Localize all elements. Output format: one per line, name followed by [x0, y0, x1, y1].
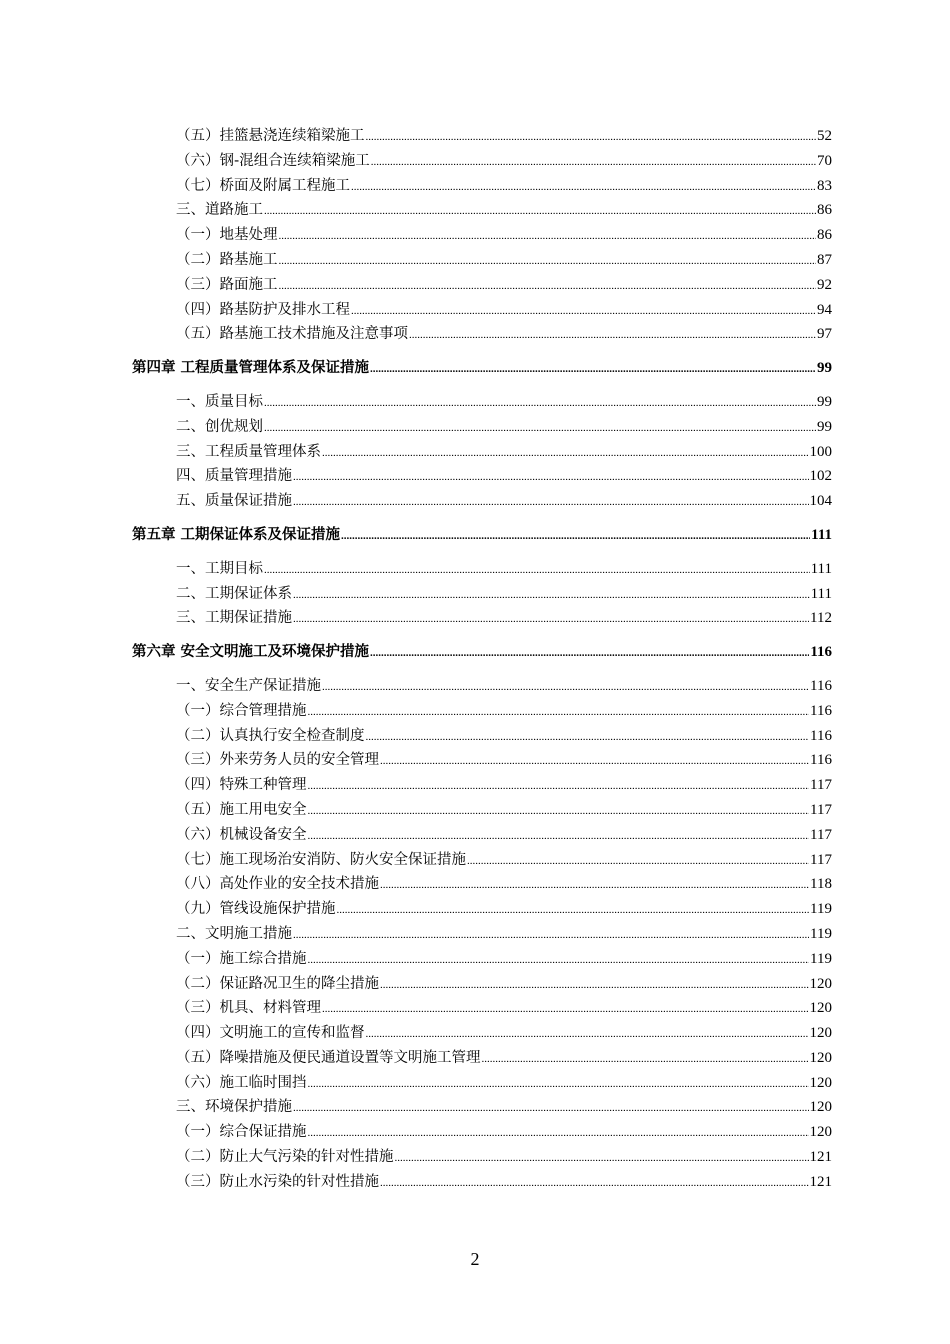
- toc-entry-page: 120: [809, 1025, 832, 1042]
- toc-entry[interactable]: [132, 823, 832, 848]
- toc-entry-title: 三、工程质量管理体系: [176, 443, 321, 460]
- dot-leader: [322, 675, 809, 700]
- toc-entry[interactable]: [132, 174, 832, 199]
- toc-entry-page: 52: [817, 128, 832, 144]
- toc-entry[interactable]: [132, 322, 832, 347]
- table-of-contents: [132, 124, 832, 1195]
- toc-entry[interactable]: [132, 922, 832, 947]
- toc-entry-title: （三）路面施工: [176, 276, 278, 293]
- dot-leader: [279, 274, 817, 299]
- toc-entry[interactable]: [132, 557, 832, 582]
- dot-leader: [293, 1096, 809, 1121]
- toc-entry-page: 116: [810, 702, 832, 719]
- toc-entry[interactable]: [132, 149, 832, 174]
- toc-entry-page: 118: [810, 876, 832, 893]
- toc-entry-title: （五）降噪措施及便民通道设置等文明施工管理: [176, 1049, 481, 1066]
- toc-entry-page: 86: [817, 202, 832, 219]
- dot-leader: [366, 725, 810, 750]
- toc-entry-page: 87: [817, 251, 832, 268]
- toc-entry-page: 119: [810, 950, 832, 967]
- toc-entry-page: 70: [817, 152, 832, 169]
- toc-entry-title: 第六章 安全文明施工及环境保护措施: [132, 644, 370, 661]
- dot-leader: [366, 1022, 809, 1047]
- toc-entry-page: 116: [810, 677, 832, 694]
- dot-leader: [264, 558, 810, 583]
- toc-entry-title: （二）保证路况卫生的降尘措施: [176, 975, 379, 992]
- dot-leader: [293, 923, 809, 948]
- toc-entry-title: （一）综合管理措施: [176, 702, 307, 719]
- toc-entry[interactable]: [132, 798, 832, 823]
- toc-entry[interactable]: [132, 1170, 832, 1195]
- toc-entry-page: 117: [810, 851, 832, 868]
- toc-entry-title: 一、安全生产保证措施: [176, 677, 321, 694]
- toc-entry[interactable]: [132, 606, 832, 631]
- toc-entry-page: 120: [809, 1074, 832, 1091]
- toc-entry-title: 二、工期保证体系: [176, 585, 292, 602]
- dot-leader: [409, 323, 816, 348]
- toc-entry-title: （三）外来劳务人员的安全管理: [176, 752, 379, 769]
- toc-entry-page: 111: [810, 560, 832, 577]
- toc-entry-title: （六）机械设备安全: [176, 826, 307, 843]
- toc-entry-title: 一、质量目标: [176, 393, 263, 410]
- toc-entry-page: 100: [809, 443, 832, 460]
- toc-entry[interactable]: [132, 699, 832, 724]
- toc-entry-title: （三）防止水污染的针对性措施: [176, 1173, 379, 1190]
- toc-entry-page: 112: [810, 610, 832, 627]
- dot-leader: [279, 224, 817, 249]
- toc-entry-title: 三、环境保护措施: [176, 1099, 292, 1116]
- toc-chapter-entry[interactable]: [132, 640, 832, 665]
- dot-leader: [351, 299, 816, 324]
- toc-entry[interactable]: [132, 1021, 832, 1046]
- toc-entry[interactable]: [132, 248, 832, 273]
- toc-entry-title: （四）特殊工种管理: [176, 777, 307, 794]
- toc-entry[interactable]: [132, 748, 832, 773]
- toc-entry-title: 第五章 工期保证体系及保证措施: [132, 526, 341, 543]
- dot-leader: [482, 1047, 809, 1072]
- page-number: 2: [470, 1249, 480, 1269]
- toc-chapter-entry[interactable]: [132, 523, 832, 548]
- dot-leader: [308, 774, 810, 799]
- toc-entry[interactable]: [132, 1120, 832, 1145]
- toc-entry-title: （六）施工临时围挡: [176, 1074, 307, 1091]
- dot-leader: [371, 150, 816, 175]
- toc-entry-title: 第四章 工程质量管理体系及保证措施: [132, 360, 370, 377]
- toc-entry[interactable]: [132, 582, 832, 607]
- toc-entry-title: 二、创优规划: [176, 418, 263, 435]
- toc-entry-page: 97: [817, 326, 832, 343]
- dot-leader: [370, 357, 816, 382]
- dot-leader: [308, 700, 810, 725]
- toc-entry[interactable]: [132, 464, 832, 489]
- toc-entry[interactable]: [132, 390, 832, 415]
- toc-entry-page: 111: [811, 526, 832, 543]
- toc-entry[interactable]: [132, 298, 832, 323]
- toc-entry[interactable]: [132, 947, 832, 972]
- dot-leader: [293, 465, 809, 490]
- toc-entry-title: 一、工期目标: [176, 560, 263, 577]
- toc-entry-title: （四）文明施工的宣传和监督: [176, 1025, 365, 1042]
- toc-entry-title: （二）认真执行安全检查制度: [176, 727, 365, 744]
- toc-entry-title: （八）高处作业的安全技术措施: [176, 876, 379, 893]
- dot-leader: [308, 1072, 809, 1097]
- toc-entry[interactable]: [132, 674, 832, 699]
- dot-leader: [380, 749, 809, 774]
- toc-entry[interactable]: [132, 415, 832, 440]
- toc-entry[interactable]: [132, 848, 832, 873]
- toc-entry-page: 104: [809, 493, 832, 510]
- toc-entry-title: 三、工期保证措施: [176, 610, 292, 627]
- toc-entry-page: 99: [817, 360, 832, 377]
- toc-entry-page: 94: [817, 301, 832, 318]
- toc-chapter-entry[interactable]: [132, 356, 832, 381]
- toc-entry-title: （六）钢-混组合连续箱梁施工: [176, 152, 370, 169]
- dot-leader: [337, 898, 810, 923]
- toc-entry-page: 119: [810, 925, 832, 942]
- toc-entry-page: 117: [810, 777, 832, 794]
- dot-leader: [308, 799, 810, 824]
- toc-entry-page: 116: [810, 752, 832, 769]
- toc-entry-title: 二、文明施工措施: [176, 925, 292, 942]
- dot-leader: [279, 249, 817, 274]
- toc-entry-title: （一）地基处理: [176, 227, 278, 244]
- dot-leader: [341, 524, 810, 549]
- toc-entry-page: 116: [810, 644, 832, 661]
- toc-entry-title: （四）路基防护及排水工程: [176, 301, 350, 318]
- dot-leader: [308, 824, 810, 849]
- toc-entry[interactable]: [132, 198, 832, 223]
- toc-entry[interactable]: [132, 489, 832, 514]
- dot-leader: [366, 125, 817, 150]
- toc-entry[interactable]: [132, 872, 832, 897]
- toc-entry-page: 117: [810, 801, 832, 818]
- toc-entry-page: 102: [809, 468, 832, 485]
- toc-entry[interactable]: [132, 773, 832, 798]
- dot-leader: [351, 175, 816, 200]
- toc-entry-title: （二）路基施工: [176, 251, 278, 268]
- toc-entry-page: 120: [809, 975, 832, 992]
- dot-leader: [380, 973, 809, 998]
- toc-entry-title: （五）挂篮悬浇连续箱梁施工: [176, 128, 365, 144]
- toc-entry-title: （七）施工现场治安消防、防火安全保证措施: [176, 851, 466, 868]
- toc-entry[interactable]: [132, 223, 832, 248]
- dot-leader: [380, 1171, 809, 1196]
- toc-entry[interactable]: [132, 897, 832, 922]
- toc-entry-title: （五）路基施工技术措施及注意事项: [176, 326, 408, 343]
- toc-entry[interactable]: [132, 996, 832, 1021]
- toc-entry-title: 四、质量管理措施: [176, 468, 292, 485]
- dot-leader: [293, 490, 809, 515]
- dot-leader: [308, 948, 810, 973]
- toc-entry[interactable]: [132, 124, 832, 149]
- toc-entry-page: 86: [817, 227, 832, 244]
- dot-leader: [308, 1121, 809, 1146]
- dot-leader: [467, 849, 809, 874]
- toc-entry-title: （九）管线设施保护措施: [176, 901, 336, 918]
- toc-entry[interactable]: [132, 440, 832, 465]
- dot-leader: [264, 391, 816, 416]
- toc-entry-page: 111: [810, 585, 832, 602]
- toc-entry-title: （五）施工用电安全: [176, 801, 307, 818]
- toc-entry-page: 120: [809, 1099, 832, 1116]
- toc-entry-page: 117: [810, 826, 832, 843]
- toc-entry-page: 121: [809, 1173, 832, 1190]
- toc-entry-title: （一）施工综合措施: [176, 950, 307, 967]
- toc-entry-title: 五、质量保证措施: [176, 493, 292, 510]
- dot-leader: [370, 641, 809, 666]
- toc-entry-page: 121: [809, 1149, 832, 1166]
- dot-leader: [380, 873, 809, 898]
- dot-leader: [264, 199, 816, 224]
- toc-entry-page: 99: [817, 393, 832, 410]
- toc-entry-page: 120: [809, 1049, 832, 1066]
- dot-leader: [322, 997, 809, 1022]
- dot-leader: [322, 441, 809, 466]
- toc-entry-title: 三、道路施工: [176, 202, 263, 219]
- dot-leader: [293, 583, 810, 608]
- dot-leader: [264, 416, 816, 441]
- toc-entry-page: 119: [810, 901, 832, 918]
- toc-entry-title: （三）机具、材料管理: [176, 1000, 321, 1017]
- toc-entry-title: （一）综合保证措施: [176, 1124, 307, 1141]
- toc-entry-page: 120: [809, 1124, 832, 1141]
- toc-entry-page: 83: [817, 177, 832, 194]
- dot-leader: [293, 607, 809, 632]
- toc-entry-page: 120: [809, 1000, 832, 1017]
- toc-entry[interactable]: [132, 1046, 832, 1071]
- toc-entry-title: （二）防止大气污染的针对性措施: [176, 1149, 394, 1166]
- toc-entry-page: 99: [817, 418, 832, 435]
- dot-leader: [395, 1146, 809, 1171]
- toc-entry[interactable]: [132, 273, 832, 298]
- toc-entry[interactable]: [132, 1071, 832, 1096]
- toc-entry[interactable]: [132, 724, 832, 749]
- toc-entry-page: 116: [810, 727, 832, 744]
- toc-entry-page: 92: [817, 276, 832, 293]
- toc-entry[interactable]: [132, 1095, 832, 1120]
- toc-entry[interactable]: [132, 972, 832, 997]
- toc-entry-title: （七）桥面及附属工程施工: [176, 177, 350, 194]
- toc-entry[interactable]: [132, 1145, 832, 1170]
